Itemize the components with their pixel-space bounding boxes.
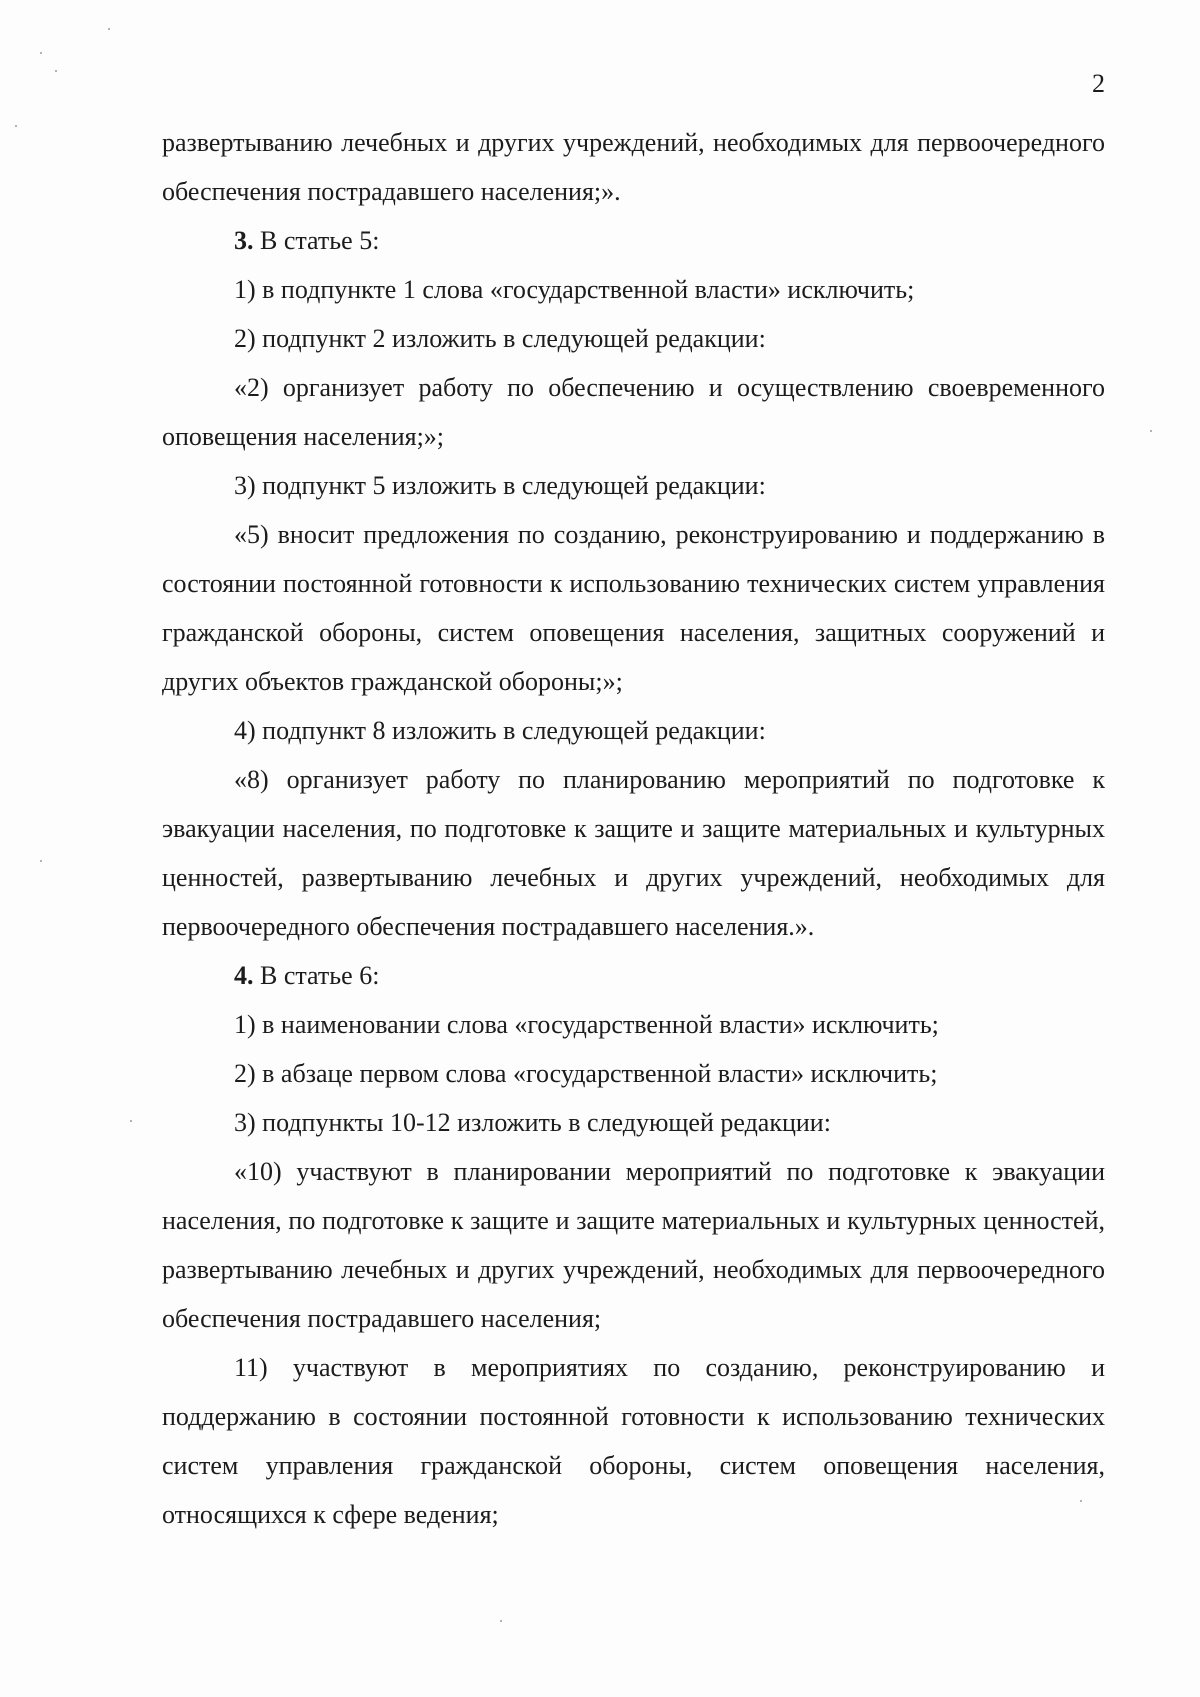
paragraph [162, 265, 1105, 314]
scan-speck [40, 52, 42, 54]
paragraph-text: развертыванию лечебных и других учреждений, необходимых для первоочередного обеспечения пострадавшего населения;». [162, 128, 1105, 206]
paragraph-text: 11) участвуют в мероприятиях по созданию, реконструированию и поддержанию в состоянии постоянной готовности к использованию технических систем управления гражданской обороны, систем оповещения населения, относящихся к сфере ведения; [162, 1353, 1105, 1529]
article-heading-text: В статье 5: [253, 226, 380, 255]
paragraph-text: «8) организует работу по планированию мероприятий по подготовке к эвакуации населения, по подготовке к защите и защите материальных и культурных ценностей, развертыванию лечебных и других учреждений, необходимых для первоочередного обеспечения пострадавшего населения.». [162, 765, 1105, 941]
paragraph-text: 2) подпункт 2 изложить в следующей редакции: [234, 324, 766, 353]
paragraph [162, 510, 1105, 706]
scan-speck [500, 1620, 502, 1622]
paragraph-text: 1) в наименовании слова «государственной власти» исключить; [234, 1010, 939, 1039]
paragraph-continuation [162, 118, 1105, 216]
scan-speck [55, 70, 57, 72]
paragraph [162, 314, 1105, 363]
paragraph-text: 2) в абзаце первом слова «государственной власти» исключить; [234, 1059, 938, 1088]
article-number: 3. [234, 226, 254, 255]
paragraph [162, 755, 1105, 951]
paragraph-text: 3) подпункт 5 изложить в следующей редакции: [234, 471, 766, 500]
scan-speck [130, 1120, 132, 1122]
paragraph [162, 706, 1105, 755]
scan-speck [1080, 1500, 1082, 1502]
article-heading [162, 216, 1105, 265]
scan-speck [108, 28, 110, 30]
paragraph-text: 3) подпункты 10-12 изложить в следующей редакции: [234, 1108, 831, 1137]
document-body [162, 118, 1105, 1539]
paragraph-text: «10) участвуют в планировании мероприятий по подготовке к эвакуации населения, по подготовке к защите и защите материальных и культурных ценностей, развертыванию лечебных и других учреждений, необходимых для первоочередного обеспечения пострадавшего населения; [162, 1157, 1105, 1333]
scan-speck [40, 860, 42, 862]
paragraph [162, 1049, 1105, 1098]
paragraph [162, 1147, 1105, 1343]
paragraph-text: 4) подпункт 8 изложить в следующей редакции: [234, 716, 766, 745]
paragraph [162, 1000, 1105, 1049]
paragraph [162, 1343, 1105, 1539]
page-number: 2 [1092, 69, 1105, 98]
paragraph-text: «2) организует работу по обеспечению и осуществлению своевременного оповещения населения;»; [162, 373, 1105, 451]
paragraph [162, 1098, 1105, 1147]
paragraph [162, 363, 1105, 461]
article-number: 4. [234, 961, 254, 990]
paragraph-text: 1) в подпункте 1 слова «государственной власти» исключить; [234, 275, 915, 304]
scan-speck [15, 125, 17, 127]
article-heading [162, 951, 1105, 1000]
article-heading-text: В статье 6: [253, 961, 380, 990]
scan-speck [1150, 430, 1152, 432]
paragraph-text: «5) вносит предложения по созданию, реконструированию и поддержанию в состоянии постоянной готовности к использованию технических систем управления гражданской обороны, систем оповещения населения, защитных сооружений и других объектов гражданской обороны;»; [162, 520, 1105, 696]
paragraph [162, 461, 1105, 510]
